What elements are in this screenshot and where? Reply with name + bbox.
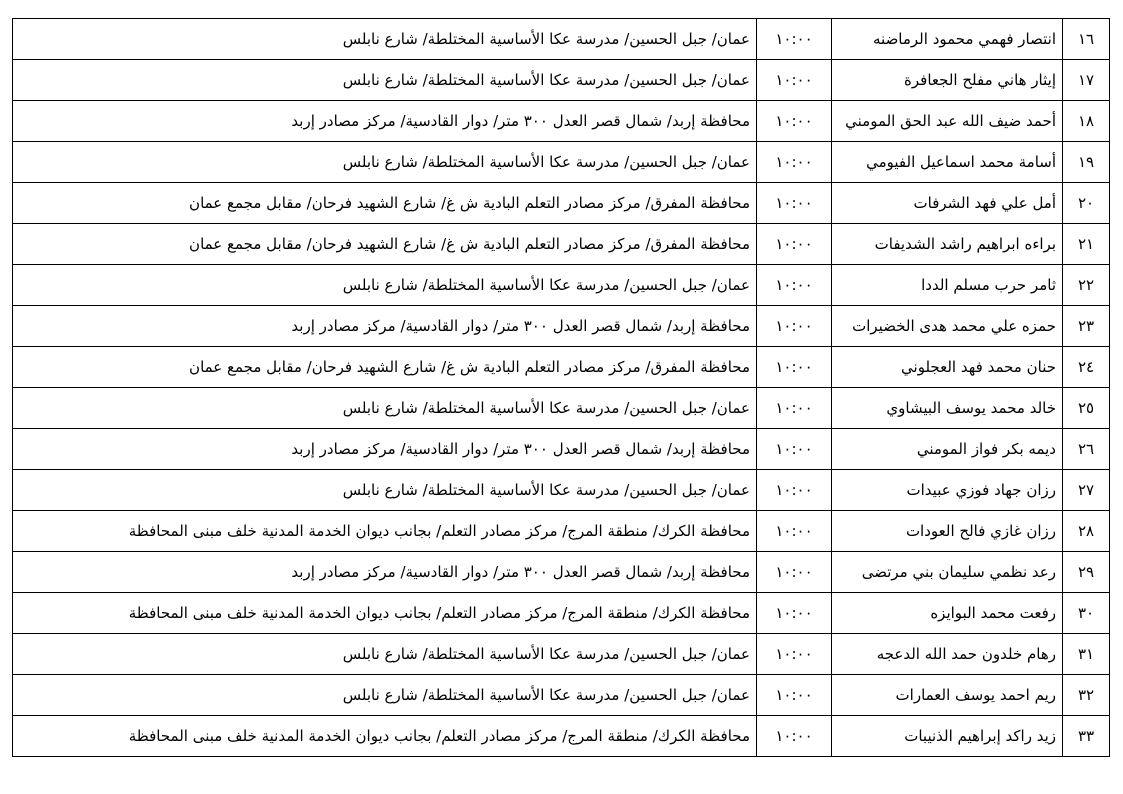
exam-time: ١٠:٠٠ (757, 224, 832, 265)
table-row (13, 265, 1110, 306)
exam-time: ١٠:٠٠ (757, 716, 832, 757)
exam-location: عمان/ جبل الحسين/ مدرسة عكا الأساسية المختلطة/ شارع نابلس (13, 470, 757, 511)
exam-location: محافظة المفرق/ مركز مصادر التعلم البادية ش غ/ شارع الشهيد فرحان/ مقابل مجمع عمان (13, 183, 757, 224)
table-row (13, 101, 1110, 142)
candidate-name: حنان محمد فهد العجلوني (832, 347, 1063, 388)
exam-time: ١٠:٠٠ (757, 60, 832, 101)
candidate-name: أحمد ضيف الله عبد الحق المومني (832, 101, 1063, 142)
candidates-table-body (13, 19, 1110, 757)
exam-location: عمان/ جبل الحسين/ مدرسة عكا الأساسية المختلطة/ شارع نابلس (13, 265, 757, 306)
row-number: ٢٠ (1063, 183, 1110, 224)
row-number: ٣٠ (1063, 593, 1110, 634)
row-number: ٢٢ (1063, 265, 1110, 306)
table-row (13, 552, 1110, 593)
row-number: ٢١ (1063, 224, 1110, 265)
row-number: ١٩ (1063, 142, 1110, 183)
row-number: ٢٥ (1063, 388, 1110, 429)
exam-time: ١٠:٠٠ (757, 675, 832, 716)
candidate-name: انتصار فهمي محمود الرماضنه (832, 19, 1063, 60)
candidate-name: رعد نظمي سليمان بني مرتضى (832, 552, 1063, 593)
exam-location: محافظة إربد/ شمال قصر العدل ٣٠٠ متر/ دوار القادسية/ مركز مصادر إربد (13, 552, 757, 593)
exam-location: محافظة إربد/ شمال قصر العدل ٣٠٠ متر/ دوار القادسية/ مركز مصادر إربد (13, 429, 757, 470)
table-row (13, 60, 1110, 101)
exam-location: عمان/ جبل الحسين/ مدرسة عكا الأساسية المختلطة/ شارع نابلس (13, 675, 757, 716)
exam-time: ١٠:٠٠ (757, 511, 832, 552)
exam-location: عمان/ جبل الحسين/ مدرسة عكا الأساسية المختلطة/ شارع نابلس (13, 142, 757, 183)
table-row (13, 716, 1110, 757)
table-row (13, 634, 1110, 675)
candidates-table (12, 18, 1110, 757)
exam-location: عمان/ جبل الحسين/ مدرسة عكا الأساسية المختلطة/ شارع نابلس (13, 388, 757, 429)
table-row (13, 675, 1110, 716)
table-row (13, 19, 1110, 60)
table-row (13, 511, 1110, 552)
exam-time: ١٠:٠٠ (757, 142, 832, 183)
exam-location: عمان/ جبل الحسين/ مدرسة عكا الأساسية المختلطة/ شارع نابلس (13, 19, 757, 60)
row-number: ١٨ (1063, 101, 1110, 142)
candidate-name: إيثار هاني مفلح الجعافرة (832, 60, 1063, 101)
row-number: ٣٣ (1063, 716, 1110, 757)
row-number: ٢٣ (1063, 306, 1110, 347)
row-number: ٢٤ (1063, 347, 1110, 388)
candidate-name: خالد محمد يوسف البيشاوي (832, 388, 1063, 429)
exam-location: محافظة الكرك/ منطقة المرج/ مركز مصادر التعلم/ بجانب ديوان الخدمة المدنية خلف مبنى المحافظة (13, 593, 757, 634)
exam-time: ١٠:٠٠ (757, 19, 832, 60)
row-number: ٣٢ (1063, 675, 1110, 716)
table-row (13, 593, 1110, 634)
table-row (13, 429, 1110, 470)
exam-time: ١٠:٠٠ (757, 470, 832, 511)
exam-time: ١٠:٠٠ (757, 183, 832, 224)
table-row (13, 388, 1110, 429)
exam-time: ١٠:٠٠ (757, 552, 832, 593)
candidate-name: رزان غازي فالح العودات (832, 511, 1063, 552)
exam-location: محافظة الكرك/ منطقة المرج/ مركز مصادر التعلم/ بجانب ديوان الخدمة المدنية خلف مبنى المحافظة (13, 716, 757, 757)
row-number: ٢٩ (1063, 552, 1110, 593)
row-number: ١٦ (1063, 19, 1110, 60)
row-number: ٢٧ (1063, 470, 1110, 511)
exam-time: ١٠:٠٠ (757, 593, 832, 634)
exam-time: ١٠:٠٠ (757, 388, 832, 429)
exam-location: محافظة إربد/ شمال قصر العدل ٣٠٠ متر/ دوار القادسية/ مركز مصادر إربد (13, 306, 757, 347)
table-row (13, 306, 1110, 347)
candidate-name: ديمه بكر فواز المومني (832, 429, 1063, 470)
candidate-name: أسامة محمد اسماعيل الفيومي (832, 142, 1063, 183)
candidate-name: ثامر حرب مسلم الددا (832, 265, 1063, 306)
exam-location: عمان/ جبل الحسين/ مدرسة عكا الأساسية المختلطة/ شارع نابلس (13, 634, 757, 675)
candidate-name: رزان جهاد فوزي عبيدات (832, 470, 1063, 511)
exam-time: ١٠:٠٠ (757, 101, 832, 142)
exam-time: ١٠:٠٠ (757, 347, 832, 388)
candidate-name: ريم احمد يوسف العمارات (832, 675, 1063, 716)
candidate-name: أمل علي فهد الشرفات (832, 183, 1063, 224)
exam-time: ١٠:٠٠ (757, 306, 832, 347)
exam-time: ١٠:٠٠ (757, 429, 832, 470)
table-row (13, 224, 1110, 265)
exam-location: محافظة المفرق/ مركز مصادر التعلم البادية ش غ/ شارع الشهيد فرحان/ مقابل مجمع عمان (13, 224, 757, 265)
exam-time: ١٠:٠٠ (757, 265, 832, 306)
exam-location: عمان/ جبل الحسين/ مدرسة عكا الأساسية المختلطة/ شارع نابلس (13, 60, 757, 101)
exam-location: محافظة المفرق/ مركز مصادر التعلم البادية ش غ/ شارع الشهيد فرحان/ مقابل مجمع عمان (13, 347, 757, 388)
exam-location: محافظة إربد/ شمال قصر العدل ٣٠٠ متر/ دوار القادسية/ مركز مصادر إربد (13, 101, 757, 142)
table-row (13, 347, 1110, 388)
row-number: ٢٦ (1063, 429, 1110, 470)
candidate-name: زيد راكد إبراهيم الذنيبات (832, 716, 1063, 757)
candidate-name: حمزه علي محمد هدى الخضيرات (832, 306, 1063, 347)
row-number: ٢٨ (1063, 511, 1110, 552)
exam-time: ١٠:٠٠ (757, 634, 832, 675)
row-number: ١٧ (1063, 60, 1110, 101)
row-number: ٣١ (1063, 634, 1110, 675)
candidate-name: رفعت محمد البوايزه (832, 593, 1063, 634)
table-row (13, 183, 1110, 224)
table-row (13, 470, 1110, 511)
table-row (13, 142, 1110, 183)
exam-location: محافظة الكرك/ منطقة المرج/ مركز مصادر التعلم/ بجانب ديوان الخدمة المدنية خلف مبنى المحافظة (13, 511, 757, 552)
candidate-name: براءه ابراهيم راشد الشديفات (832, 224, 1063, 265)
candidate-name: رهام خلدون حمد الله الدعجه (832, 634, 1063, 675)
